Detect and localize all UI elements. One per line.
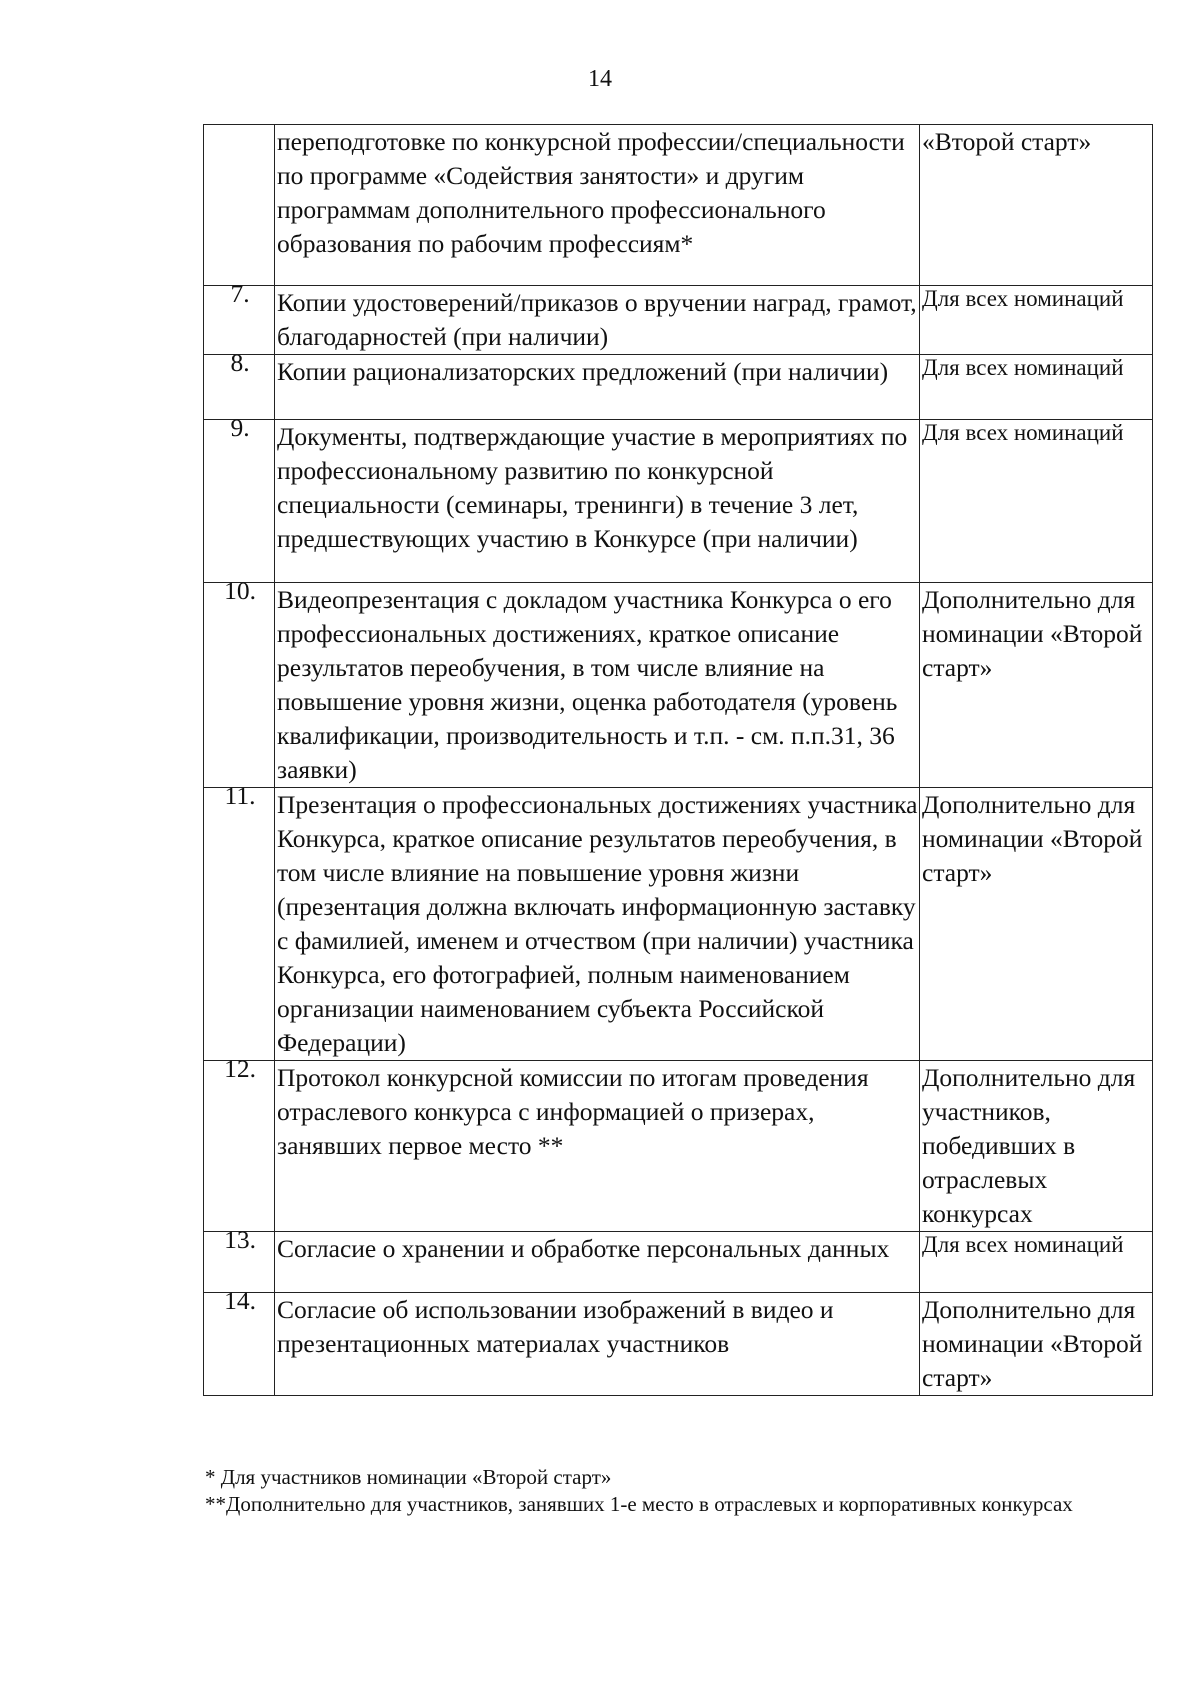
- document-text: Согласие об использовании изображений в видео и презентационных материалах участников: [277, 1295, 834, 1358]
- document-cell: [275, 1293, 920, 1396]
- document-text: Документы, подтверждающие участие в мероприятиях по профессиональному развитию по конкурсной специальности (семинары, тренинги) в течение 3 лет, предшествующих участию в Конкурсе (при наличии): [277, 422, 908, 553]
- document-text: Презентация о профессиональных достижениях участника Конкурса, краткое описание результатов переобучения, в том числе влияние на повышение уровня жизни (презентация должна включать информационную заставку с фамилией, именем и отчеством (при наличии) участника Конкурса, его фотографией, полным наименованием организации наименованием субъекта Российской Федерации): [277, 790, 918, 1057]
- nomination-text: Для всех номинаций: [922, 286, 1124, 311]
- document-cell: [275, 125, 920, 286]
- row-number: 7.: [230, 279, 250, 308]
- nomination-cell: [920, 1232, 1153, 1293]
- document-cell: [275, 286, 920, 355]
- nomination-text: Дополнительно для номинации «Второй старт»: [922, 790, 1143, 887]
- footnotes: [205, 1464, 1151, 1518]
- row-number-cell: [204, 125, 275, 286]
- nomination-cell: [920, 125, 1153, 286]
- document-cell: [275, 420, 920, 583]
- table-row: [204, 125, 1153, 286]
- row-number: 8.: [230, 348, 250, 377]
- document-cell: [275, 1061, 920, 1232]
- nomination-text: Для всех номинаций: [922, 355, 1124, 380]
- document-cell: [275, 788, 920, 1061]
- document-text: Протокол конкурсной комиссии по итогам проведения отраслевого конкурса с информацией о призерах, занявших первое место **: [277, 1063, 869, 1160]
- row-number: 10.: [224, 576, 256, 605]
- documents-table-body: [204, 125, 1153, 1396]
- row-number-cell: [204, 781, 275, 1061]
- nomination-cell: [920, 583, 1153, 788]
- table-row: [204, 355, 1153, 420]
- row-number-cell: [204, 413, 275, 583]
- row-number-cell: [204, 1054, 275, 1232]
- table-row: [204, 1293, 1153, 1396]
- row-number-cell: [204, 576, 275, 788]
- row-number-cell: [204, 1286, 275, 1396]
- nomination-cell: [920, 1293, 1153, 1396]
- table-row: [204, 420, 1153, 583]
- footnote-1: * Для участников номинации «Второй старт»: [205, 1465, 612, 1489]
- nomination-text: Дополнительно для номинации «Второй старт»: [922, 585, 1143, 682]
- nomination-cell: [920, 1061, 1153, 1232]
- document-text: переподготовке по конкурсной профессии/специальности по программе «Содействия занятости» и другим программам дополнительного профессионального образования по рабочим профессиям*: [277, 127, 905, 258]
- row-number: 9.: [230, 413, 250, 442]
- nomination-cell: [920, 286, 1153, 355]
- document-text: Согласие о хранении и обработке персональных данных: [277, 1234, 890, 1263]
- row-number-cell: [204, 348, 275, 420]
- document-cell: [275, 355, 920, 420]
- nomination-cell: [920, 355, 1153, 420]
- document-cell: [275, 583, 920, 788]
- document-cell: [275, 1232, 920, 1293]
- page-number: 14: [588, 66, 612, 92]
- nomination-text: «Второй старт»: [922, 127, 1092, 156]
- nomination-cell: [920, 788, 1153, 1061]
- document-text: Копии рационализаторских предложений (при наличии): [277, 357, 889, 386]
- document-text: Видеопрезентация с докладом участника Конкурса о его профессиональных достижениях, краткое описание результатов переобучения, в том числе влияние на повышение уровня жизни, оценка работодателя (уровень квалификации, производительность и т.п. - см. п.п.31, 36 заявки): [277, 585, 898, 784]
- table-row: [204, 788, 1153, 1061]
- row-number: 11.: [224, 781, 256, 810]
- nomination-cell: [920, 420, 1153, 583]
- nomination-text: Для всех номинаций: [922, 1232, 1124, 1257]
- documents-table: [203, 124, 1153, 1396]
- nomination-text: Для всех номинаций: [922, 420, 1124, 445]
- table-row: [204, 1061, 1153, 1232]
- nomination-text: Дополнительно для номинации «Второй старт»: [922, 1295, 1143, 1392]
- row-number: 13.: [224, 1225, 256, 1254]
- nomination-text: Дополнительно для участников, победивших в отраслевых конкурсах: [922, 1063, 1136, 1228]
- footnote-2: **Дополнительно для участников, занявших 1-е место в отраслевых и корпоративных конкурсах: [205, 1492, 1073, 1516]
- row-number: 14.: [224, 1286, 256, 1315]
- table-row: [204, 583, 1153, 788]
- row-number-cell: [204, 1225, 275, 1293]
- row-number-cell: [204, 279, 275, 355]
- document-text: Копии удостоверений/приказов о вручении наград, грамот, благодарностей (при наличии): [277, 288, 917, 351]
- row-number: 12.: [224, 1054, 256, 1083]
- table-row: [204, 286, 1153, 355]
- table-row: [204, 1232, 1153, 1293]
